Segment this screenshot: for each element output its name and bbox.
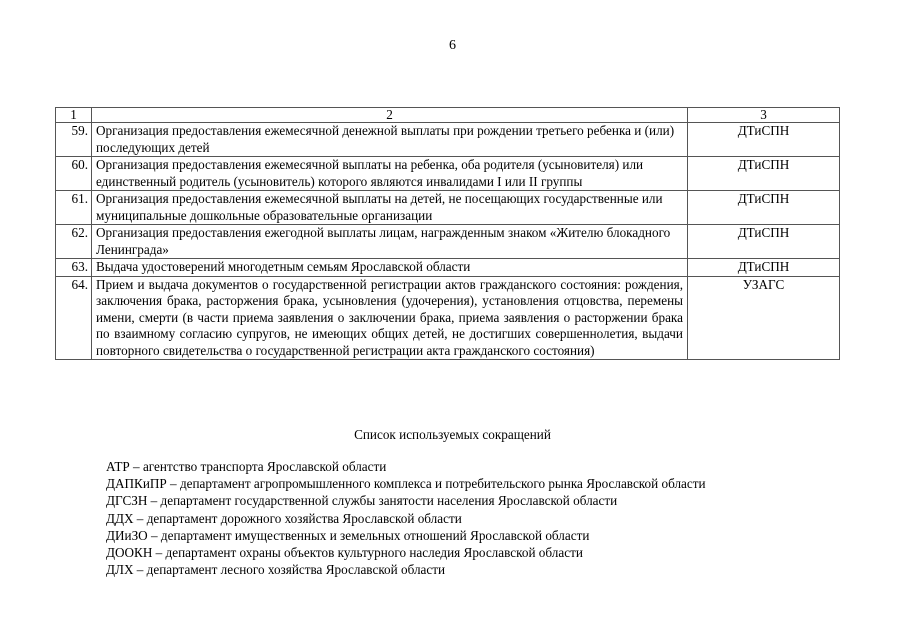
- table-header-row: [56, 108, 840, 123]
- header-col-1: 1: [56, 108, 92, 123]
- row-agency: ДТиСПН: [688, 123, 840, 157]
- row-number: 59.: [56, 123, 92, 157]
- abbreviation-item: ДГСЗН – департамент государственной службы занятости населения Ярославской области: [106, 493, 618, 509]
- abbreviation-item: ДООКН – департамент охраны объектов культурного наследия Ярославской области: [106, 545, 583, 561]
- row-description: Организация предоставления ежемесячной выплаты на детей, не посещающих государственные или муниципальные дошкольные образовательные организации: [92, 191, 688, 225]
- row-description: Организация предоставления ежемесячной денежной выплаты при рождении третьего ребенка и (или) последующих детей: [92, 123, 688, 157]
- row-agency: ДТиСПН: [688, 259, 840, 277]
- abbreviation-item: ДИиЗО – департамент имущественных и земельных отношений Ярославской области: [106, 527, 590, 543]
- row-description: Организация предоставления ежегодной выплаты лицам, награжденным знаком «Жителю блокадного Ленинграда»: [92, 225, 688, 259]
- row-agency: УЗАГС: [688, 276, 840, 360]
- table-row: [56, 157, 840, 191]
- row-agency: ДТиСПН: [688, 157, 840, 191]
- page-number: 6: [449, 38, 456, 53]
- abbreviation-item: ДДХ – департамент дорожного хозяйства Ярославской области: [106, 510, 462, 526]
- row-number: 64.: [56, 276, 92, 360]
- row-number: 60.: [56, 157, 92, 191]
- abbreviation-item: АТР – агентство транспорта Ярославской области: [106, 459, 387, 474]
- row-number: 62.: [56, 225, 92, 259]
- table-row: [56, 123, 840, 157]
- row-agency: ДТиСПН: [688, 225, 840, 259]
- row-agency: ДТиСПН: [688, 191, 840, 225]
- row-number: 61.: [56, 191, 92, 225]
- abbreviations-list: [106, 458, 706, 578]
- header-col-3: 3: [688, 108, 840, 123]
- row-description: Прием и выдача документов о государственной регистрации актов гражданского состояния: рождения, заключения брака, расторжения брака, усыновления (удочерения), установления отцовства, перемены имени, смерти (в части приема заявления о заключении брака, приема заявления о расторжении брака по взаимному согласию супругов, не имеющих общих детей, не достигших совершеннолетия, выдачи повторного свидетельства о государственной регистрации акта гражданского состояния): [92, 276, 688, 360]
- services-table: [55, 107, 840, 360]
- row-number: 63.: [56, 259, 92, 277]
- header-col-2: 2: [92, 108, 688, 123]
- row-description: Организация предоставления ежемесячной выплаты на ребенка, оба родителя (усыновителя) или единственный родитель (усыновитель) которого являются инвалидами I или II группы: [92, 157, 688, 191]
- table-row: [56, 259, 840, 277]
- abbreviation-item: ДАПКиПР – департамент агропромышленного комплекса и потребительского рынка Ярославской области: [106, 476, 706, 492]
- table-row: [56, 191, 840, 225]
- abbreviation-item: ДЛХ – департамент лесного хозяйства Ярославской области: [106, 562, 446, 578]
- table-row: [56, 276, 840, 360]
- row-description: Выдача удостоверений многодетным семьям Ярославской области: [92, 259, 688, 277]
- abbreviations-title: Список используемых сокращений: [354, 427, 551, 442]
- table-row: [56, 225, 840, 259]
